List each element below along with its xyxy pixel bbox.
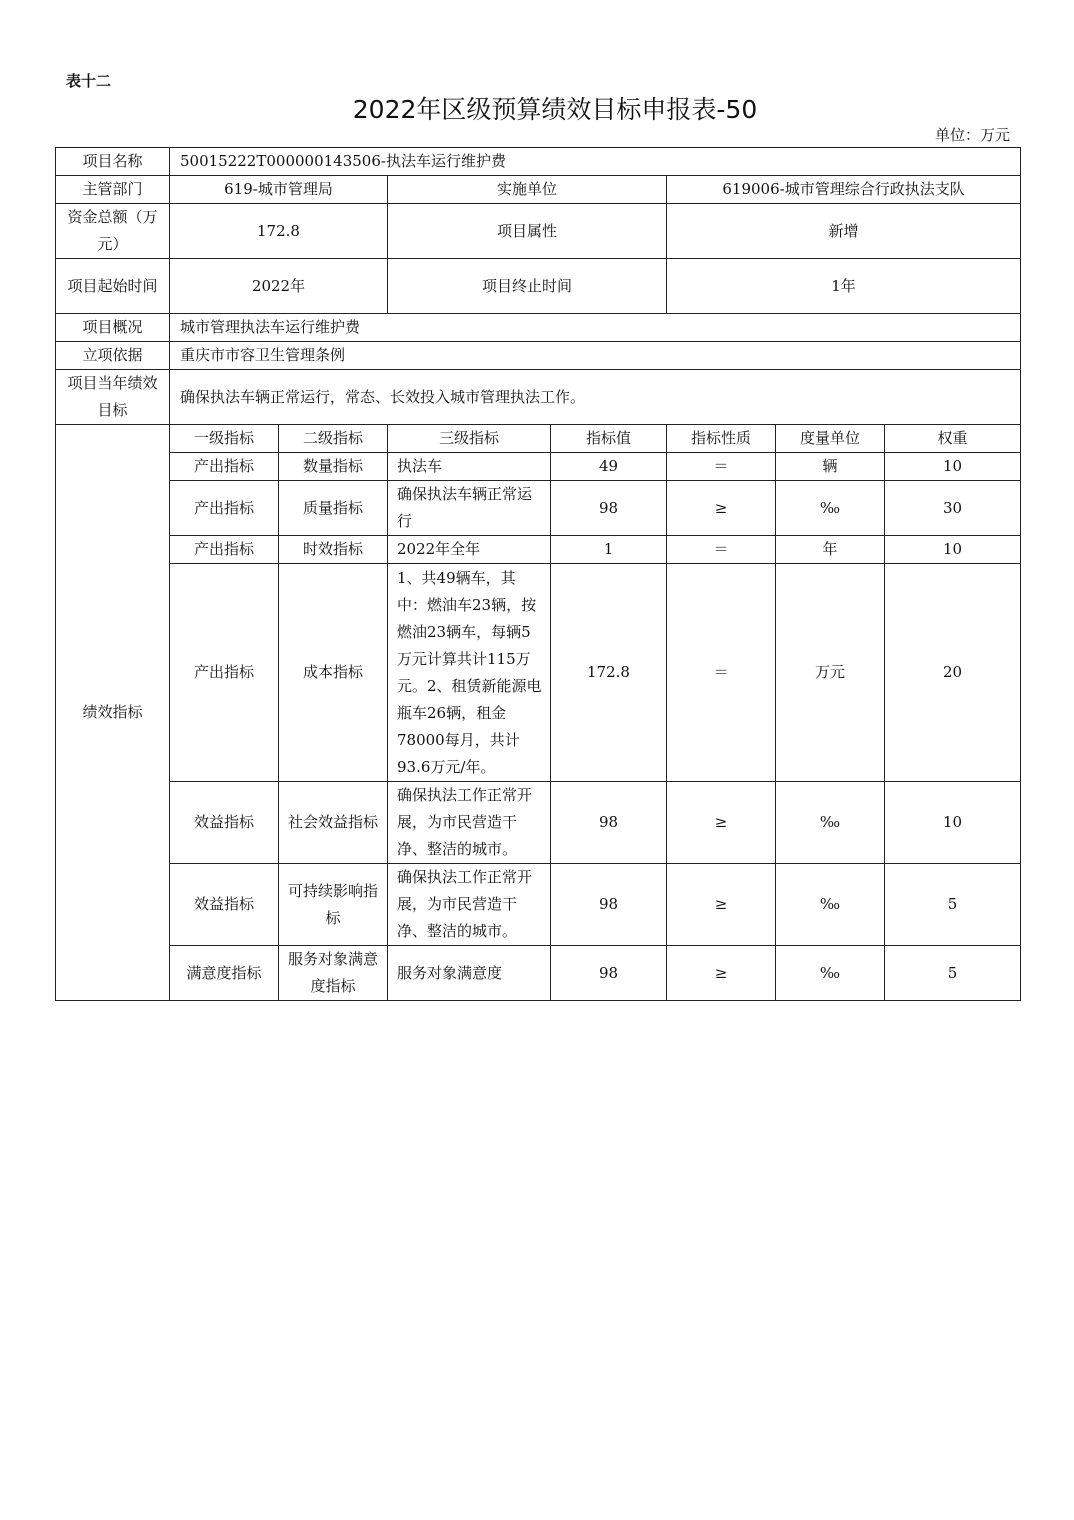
end-time-label: 项目终止时间 [388,259,667,314]
value-cell: 49 [551,453,667,481]
value-cell: 172.8 [551,564,667,782]
weight-cell: 5 [885,946,1021,1001]
weight-cell: 5 [885,864,1021,946]
start-time-label: 项目起始时间 [56,259,170,314]
table-row [56,536,1021,564]
end-time-value: 1年 [667,259,1021,314]
department-value: 619-城市管理局 [170,176,388,204]
weight-cell: 30 [885,481,1021,536]
header-weight: 权重 [885,425,1021,453]
weight-cell: 10 [885,536,1021,564]
nature-cell: ＝ [667,453,776,481]
nature-cell: ≥ [667,946,776,1001]
table-row [56,946,1021,1001]
overview-value: 城市管理执法车运行维护费 [170,314,1021,342]
header-level1: 一级指标 [170,425,279,453]
level1-cell: 产出指标 [170,481,279,536]
level2-cell: 服务对象满意度指标 [279,946,388,1001]
nature-cell: ＝ [667,536,776,564]
header-unit: 度量单位 [776,425,885,453]
value-cell: 98 [551,481,667,536]
indicators-section-label: 绩效指标 [56,425,170,1001]
performance-target-table [55,147,1021,1001]
project-name-label: 项目名称 [56,148,170,176]
implementing-unit-value: 619006-城市管理综合行政执法支队 [667,176,1021,204]
row-annual-goal [56,370,1021,425]
level2-cell: 时效指标 [279,536,388,564]
header-value: 指标值 [551,425,667,453]
fund-total-value: 172.8 [170,204,388,259]
department-label: 主管部门 [56,176,170,204]
document-title: 2022年区级预算绩效目标申报表-50 [352,95,758,124]
project-name-value: 50015222T000000143506-执法车运行维护费 [170,148,1021,176]
row-overview [56,314,1021,342]
level2-cell: 成本指标 [279,564,388,782]
weight-cell: 10 [885,453,1021,481]
basis-label: 立项依据 [56,342,170,370]
nature-cell: ≥ [667,864,776,946]
unit-cell: 辆 [776,453,885,481]
level3-cell: 2022年全年 [388,536,551,564]
table-number: 表十二 [66,72,112,90]
weight-cell: 20 [885,564,1021,782]
unit-cell: 万元 [776,564,885,782]
table-row [56,481,1021,536]
value-cell: 98 [551,782,667,864]
row-project-name [56,148,1021,176]
level1-cell: 产出指标 [170,536,279,564]
level1-cell: 效益指标 [170,782,279,864]
level2-cell: 社会效益指标 [279,782,388,864]
nature-cell: ＝ [667,564,776,782]
overview-label: 项目概况 [56,314,170,342]
unit-cell: 年 [776,536,885,564]
level1-cell: 产出指标 [170,564,279,782]
unit-label: 单位：万元 [934,126,1010,144]
basis-value: 重庆市市容卫生管理条例 [170,342,1021,370]
level3-cell: 确保执法工作正常开展，为市民营造干净、整洁的城市。 [388,782,551,864]
level2-cell: 质量指标 [279,481,388,536]
header-level3: 三级指标 [388,425,551,453]
unit-cell: ‰ [776,864,885,946]
project-attribute-label: 项目属性 [388,204,667,259]
table-row [56,453,1021,481]
indicator-header-row [56,425,1021,453]
annual-goal-label: 项目当年绩效目标 [56,370,170,425]
level3-cell: 服务对象满意度 [388,946,551,1001]
value-cell: 1 [551,536,667,564]
value-cell: 98 [551,946,667,1001]
unit-cell: ‰ [776,946,885,1001]
table-row [56,564,1021,782]
row-basis [56,342,1021,370]
level3-cell: 执法车 [388,453,551,481]
row-department [56,176,1021,204]
header-nature: 指标性质 [667,425,776,453]
start-time-value: 2022年 [170,259,388,314]
fund-total-label: 资金总额（万元） [56,204,170,259]
table-row [56,864,1021,946]
unit-cell: ‰ [776,481,885,536]
nature-cell: ≥ [667,782,776,864]
row-fund [56,204,1021,259]
level1-cell: 产出指标 [170,453,279,481]
project-attribute-value: 新增 [667,204,1021,259]
weight-cell: 10 [885,782,1021,864]
level3-cell: 1、共49辆车，其中：燃油车23辆，按燃油23辆车，每辆5万元计算共计115万元。2、租赁新能源电瓶车26辆，租金78000每月，共计93.6万元/年。 [388,564,551,782]
annual-goal-value: 确保执法车辆正常运行，常态、长效投入城市管理执法工作。 [170,370,1021,425]
level1-cell: 满意度指标 [170,946,279,1001]
row-period [56,259,1021,314]
level2-cell: 可持续影响指标 [279,864,388,946]
header-level2: 二级指标 [279,425,388,453]
value-cell: 98 [551,864,667,946]
level2-cell: 数量指标 [279,453,388,481]
level1-cell: 效益指标 [170,864,279,946]
level3-cell: 确保执法车辆正常运行 [388,481,551,536]
unit-cell: ‰ [776,782,885,864]
nature-cell: ≥ [667,481,776,536]
table-row [56,782,1021,864]
level3-cell: 确保执法工作正常开展，为市民营造干净、整洁的城市。 [388,864,551,946]
implementing-unit-label: 实施单位 [388,176,667,204]
